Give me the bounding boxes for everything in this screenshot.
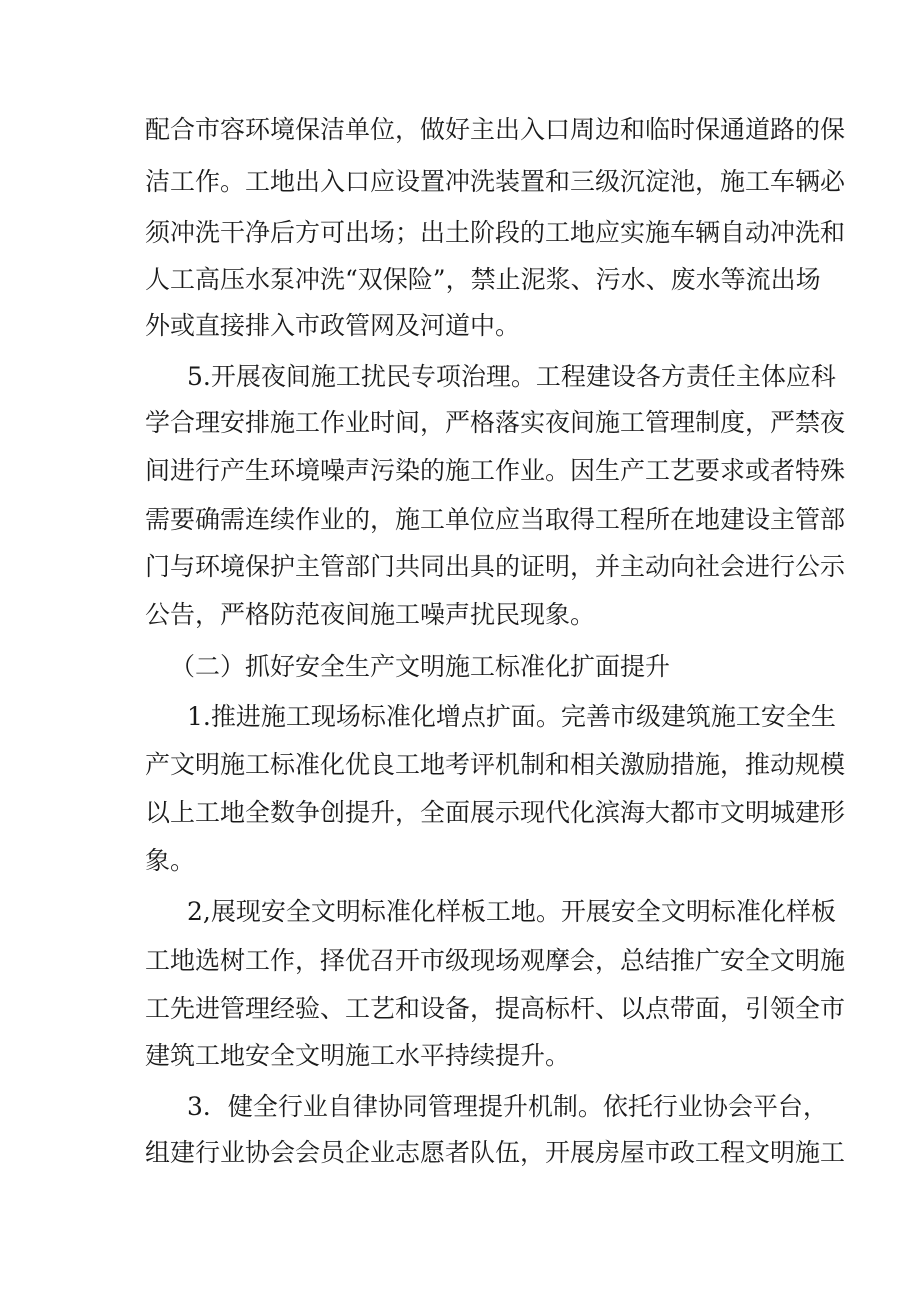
body-text-line: 产文明施工标准化优良工地考评机制和相关激励措施，推动规模 (145, 750, 846, 779)
body-text-line: 工先进管理经验、工艺和设备，提高标杆、以点带面，引领全市 (145, 994, 846, 1023)
body-text-line: 以上工地全数争创提升，全面展示现代化滨海大都市文明城建形 (145, 798, 846, 827)
body-text-line: 组建行业协会会员企业志愿者队伍，开展房屋市政工程文明施工 (145, 1138, 846, 1167)
paragraph-start-line: 5.开展夜间施工扰民专项治理。工程建设各方责任主体应科 (187, 362, 836, 391)
body-text-line: 工地选树工作，择优召开市级现场观摩会，总结推广安全文明施 (145, 946, 846, 975)
paragraph-start-line: 1.推进施工现场标准化增点扩面。完善市级建筑施工安全生 (187, 702, 836, 731)
body-text-line: 人工高压水泵冲洗“双保险”，禁止泥浆、污水、废水等流出场 (145, 265, 821, 294)
body-text-line: 象。 (145, 846, 196, 875)
body-text-line: 须冲洗干净后方可出场；出土阶段的工地应实施车辆自动冲洗和 (145, 218, 846, 247)
paragraph-start-line: 2,展现安全文明标准化样板工地。开展安全文明标准化样板 (187, 897, 836, 926)
body-text-line: 需要确需连续作业的，施工单位应当取得工程所在地建设主管部 (145, 505, 846, 534)
body-text-line: 洁工作。工地出入口应设置冲洗装置和三级沉淀池，施工车辆必 (145, 167, 846, 196)
body-text-line: 建筑工地安全文明施工水平持续提升。 (145, 1041, 571, 1070)
body-text-line: 配合市容环境保洁单位，做好主出入口周边和临时保通道路的保 (145, 115, 846, 144)
body-text-line: 外或直接排入市政管网及河道中。 (145, 311, 521, 340)
paragraph-start-line: 3．健全行业自律协同管理提升机制。依托行业协会平台， (187, 1092, 828, 1121)
body-text-line: 门与环境保护主管部门共同出具的证明，并主动向社会进行公示 (145, 552, 846, 581)
section-heading: （二）抓好安全生产文明施工标准化扩面提升 (170, 652, 671, 681)
body-text-line: 学合理安排施工作业时间，严格落实夜间施工管理制度，严禁夜 (145, 408, 846, 437)
body-text-line: 间进行产生环境噪声污染的施工作业。因生产工艺要求或者特殊 (145, 456, 846, 485)
body-text-line: 公告，严格防范夜间施工噪声扰民现象。 (145, 600, 596, 629)
